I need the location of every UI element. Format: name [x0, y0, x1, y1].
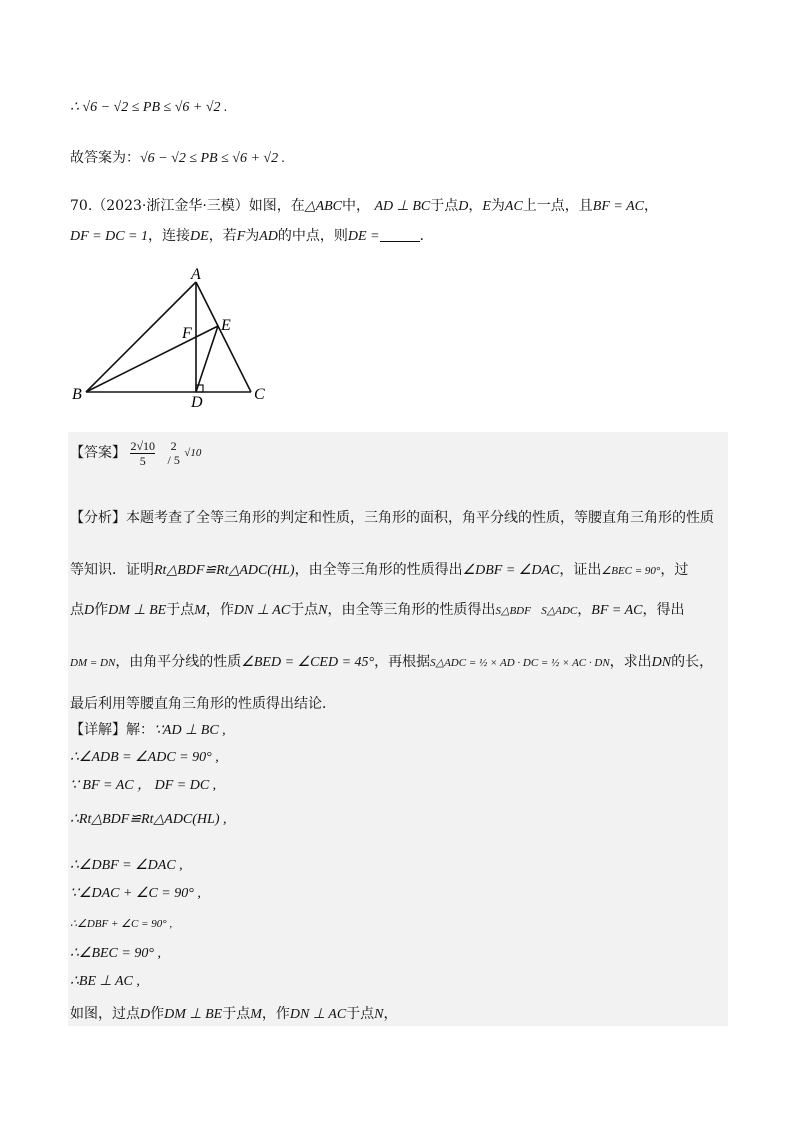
problem-line-1: [70, 196, 658, 217]
text: ，若: [208, 228, 237, 244]
analysis-tag: 【分析】: [70, 510, 126, 526]
math: F: [236, 229, 246, 244]
text: 于点: [430, 198, 459, 214]
answer-line: [70, 148, 285, 169]
segment-BE: [86, 326, 218, 392]
text: ，: [577, 602, 592, 618]
answer-expression: √6 − √2 ≤ PB ≤ √6 + √2 .: [140, 151, 286, 166]
text: ，: [383, 1006, 398, 1022]
math: DM = DN: [70, 657, 116, 669]
math: M: [250, 1007, 262, 1022]
detail-last-line: [70, 1004, 398, 1025]
proof-step: ∵AD ⊥ BC ,: [154, 723, 226, 738]
fraction-numerator: 2√10: [130, 438, 156, 453]
detail-tag: 【详解】: [70, 722, 126, 738]
label-D: D: [191, 394, 203, 408]
label-B: B: [72, 386, 82, 403]
text: 如图，在: [248, 198, 305, 214]
text: ，再根据: [374, 654, 431, 670]
proof-step: ∴∠DBF + ∠C = 90° ,: [70, 918, 173, 930]
fraction-denominator: 5: [130, 453, 155, 468]
math: S△ADC: [541, 605, 578, 617]
analysis-line-5: 最后利用等腰直角三角形的性质得出结论．: [70, 696, 336, 712]
analysis-line-3: [70, 600, 684, 621]
math: AC: [504, 199, 523, 214]
math: ∠BED = ∠CED = 45°: [241, 655, 375, 670]
math: D: [140, 1007, 151, 1022]
math: AD ⊥ BC: [374, 199, 431, 214]
math: DN ⊥ AC: [289, 1007, 347, 1022]
text: 作: [94, 602, 109, 618]
proof-step: ∵ BF = AC ， DF = DC ,: [70, 778, 217, 793]
text: 为: [245, 228, 260, 244]
label-C: C: [254, 386, 265, 403]
proof-step: ∵∠DAC + ∠C = 90° ,: [70, 886, 201, 901]
text: 解：: [126, 722, 154, 738]
fraction-denominator: / 5: [167, 453, 180, 467]
math: N: [318, 603, 328, 618]
proof-step: ∴∠BEC = 90° ,: [70, 946, 161, 961]
answer-fraction-2: [168, 439, 180, 467]
text: 本题考查了全等三角形的判定和性质，三角形的面积，角平分线的性质，等腰直角三角形的性质: [126, 510, 714, 526]
text: 的中点，则: [277, 228, 348, 244]
text: ，连接: [148, 228, 191, 244]
text: 中，: [342, 198, 371, 214]
analysis-line-1: [70, 508, 714, 528]
problem-source: （2023·浙江金华·三模）: [92, 198, 249, 214]
triangle-figure: [70, 268, 270, 408]
text: 等知识．证明: [70, 562, 154, 578]
math: BF = AC: [592, 199, 644, 214]
text: ，证出: [559, 562, 602, 578]
proof-step: ∴Rt△BDF≌Rt△ADC(HL) ,: [70, 812, 227, 827]
math: ∠BEC = 90°: [601, 565, 661, 577]
fraction-numerator: 2: [170, 439, 177, 453]
text: ，由全等三角形的性质得出: [327, 602, 496, 618]
analysis-line-4: [70, 652, 713, 673]
answer-blank: [380, 227, 420, 242]
label-E: E: [221, 317, 231, 334]
segment-AB: [86, 282, 196, 392]
text: 作: [150, 1006, 165, 1022]
math: M: [194, 603, 206, 618]
math: DE =: [347, 229, 380, 244]
math: D: [84, 603, 95, 618]
text: 的长，: [671, 654, 714, 670]
math: AD: [259, 229, 278, 244]
text: 于点: [290, 602, 319, 618]
proof-step: ∴BE ⊥ AC ,: [70, 974, 140, 989]
math: N: [374, 1007, 384, 1022]
math: BF = AC: [591, 603, 643, 618]
text: ，由全等三角形的性质得出: [294, 562, 463, 578]
text: 于点: [222, 1006, 251, 1022]
math: DN ⊥ AC: [233, 603, 291, 618]
text: ，得出: [642, 602, 685, 618]
label-A: A: [191, 268, 201, 283]
math: Rt△BDF≌Rt△ADC(HL): [154, 563, 295, 578]
answer-tag: 【答案】: [70, 445, 126, 461]
math: D: [458, 199, 469, 214]
math: DN: [651, 655, 672, 670]
problem-line-2: [70, 226, 424, 247]
answer-root: √10: [184, 447, 202, 459]
segment-AC: [196, 282, 251, 392]
analysis-line-2: [70, 560, 688, 581]
text: ，作: [205, 602, 234, 618]
text: 上一点，且: [522, 198, 593, 214]
answer-row: [70, 436, 201, 470]
math: S△ADC = ½ × AD · DC = ½ × AC · DN: [430, 657, 610, 669]
text: ，求出: [609, 654, 652, 670]
text: ，由角平分线的性质: [115, 654, 242, 670]
math: E: [482, 199, 491, 214]
text: ，作: [261, 1006, 290, 1022]
text: .: [419, 228, 424, 244]
label-F: F: [182, 325, 192, 342]
answer-prefix: 故答案为：: [70, 150, 140, 166]
proof-step: ∴∠DBF = ∠DAC ,: [70, 858, 183, 873]
answer-fraction-1: [130, 439, 155, 468]
math: DF = DC = 1: [70, 229, 149, 244]
detail-intro: [70, 720, 226, 741]
math: S△BDF: [495, 605, 531, 617]
math: DE: [190, 229, 209, 244]
text: ，: [468, 198, 483, 214]
math: ∠DBF = ∠DAC: [462, 563, 560, 578]
math: DM ⊥ BE: [164, 1007, 223, 1022]
text: 于点: [346, 1006, 375, 1022]
text: 为: [490, 198, 505, 214]
conclusion-line: ∴ √6 − √2 ≤ PB ≤ √6 + √2 .: [70, 100, 228, 115]
math: △ABC: [304, 199, 343, 214]
text: 如图，过点: [70, 1006, 140, 1022]
text: ，过: [660, 562, 689, 578]
math: DM ⊥ BE: [108, 603, 167, 618]
text: 点: [70, 602, 84, 618]
text: 于点: [166, 602, 195, 618]
proof-step: ∴∠ADB = ∠ADC = 90° ,: [70, 750, 219, 765]
text: ，: [643, 198, 658, 214]
problem-number: 70.: [70, 198, 93, 214]
